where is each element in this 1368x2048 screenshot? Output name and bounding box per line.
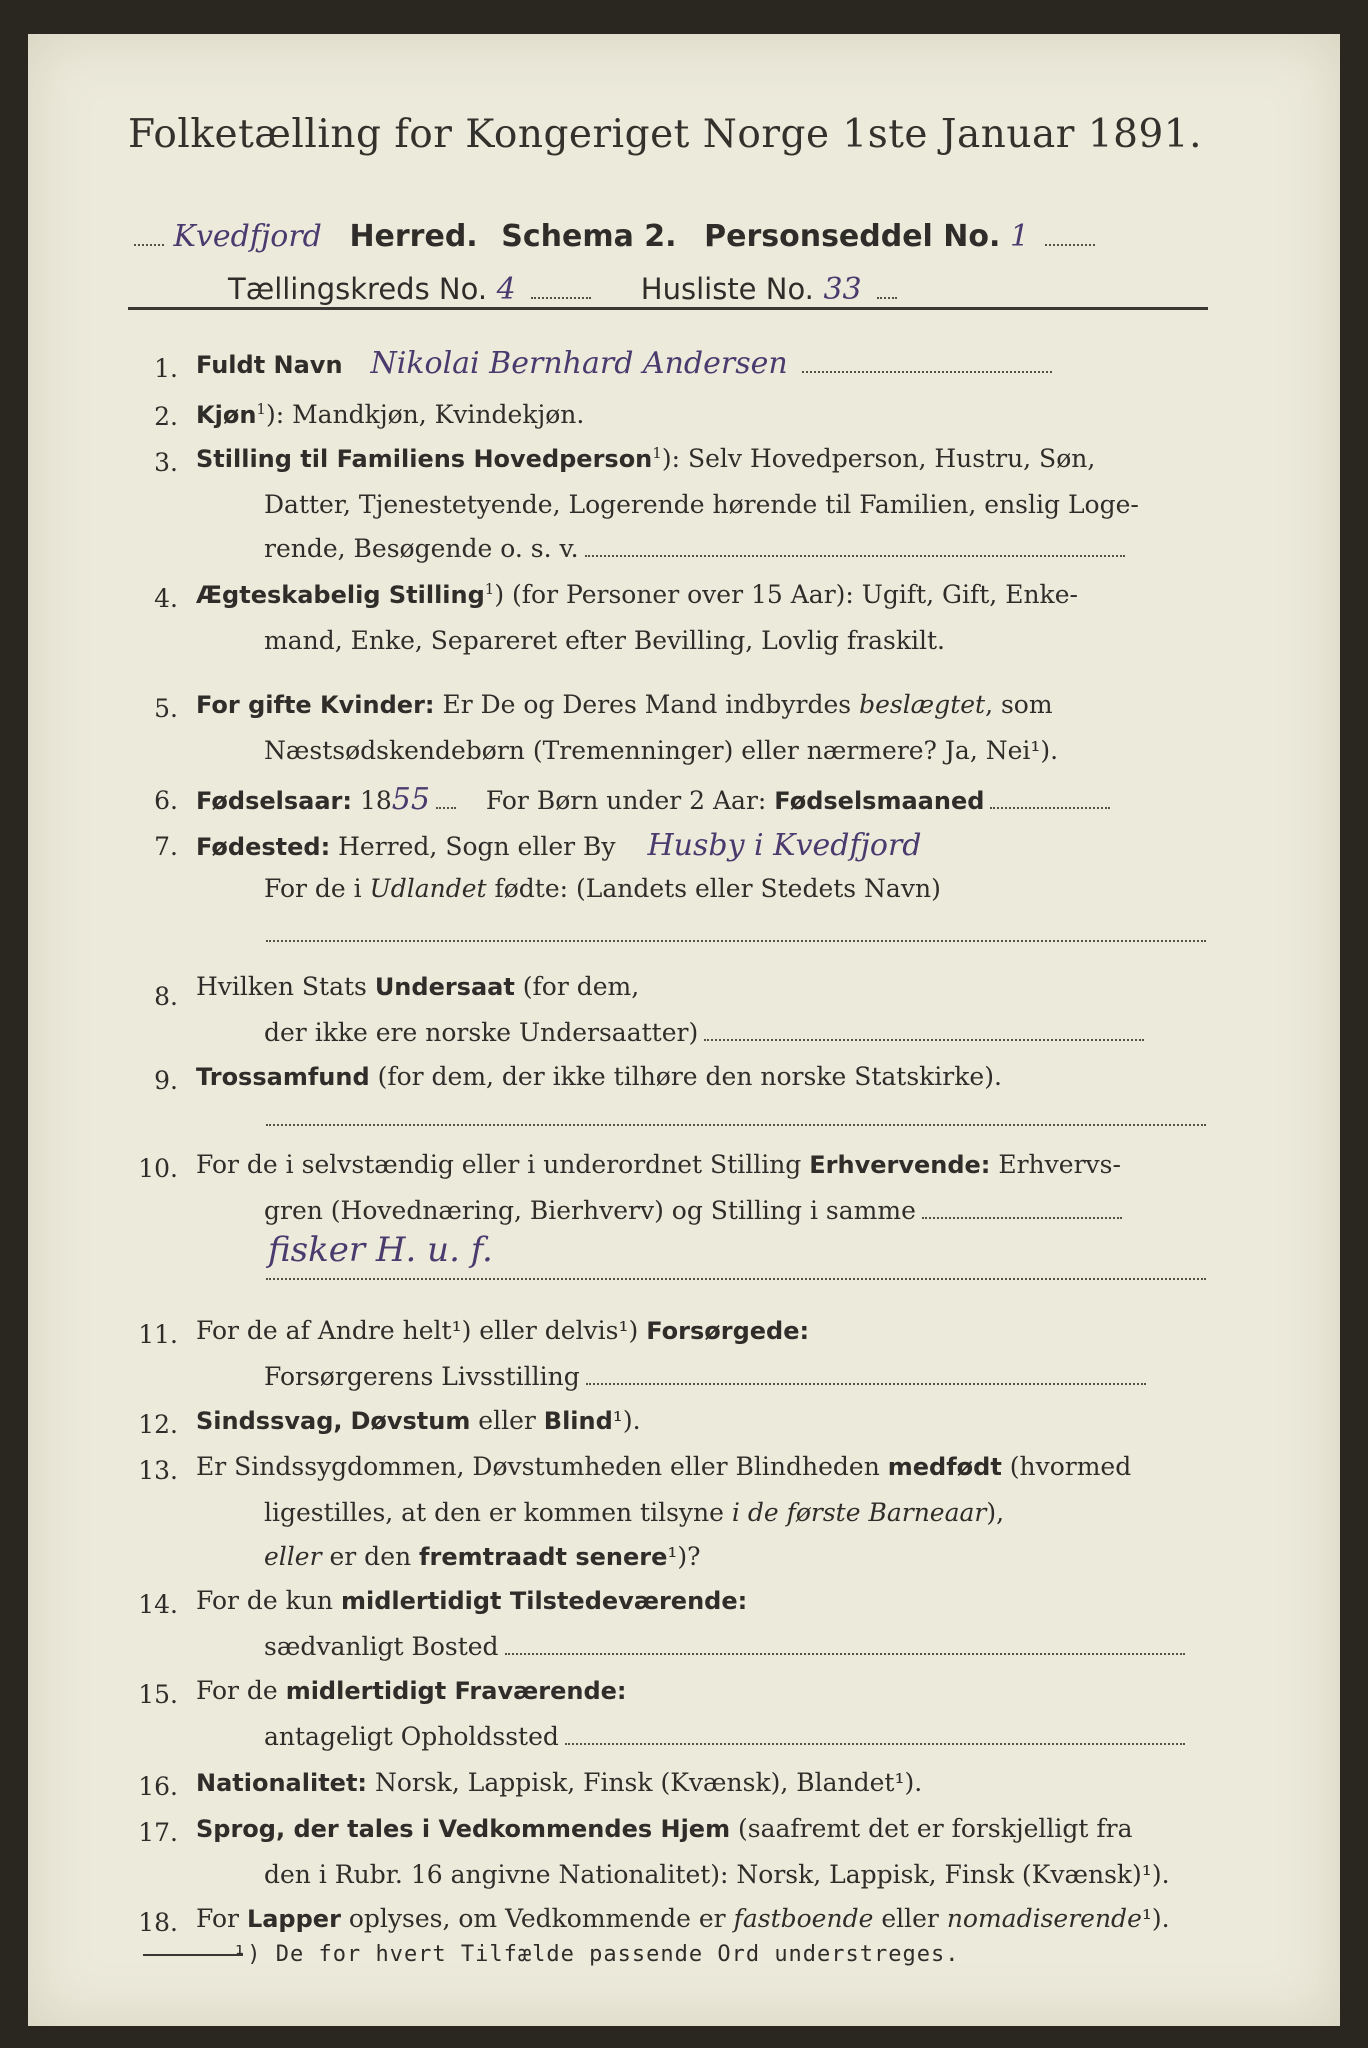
nationality-label: Nationalitet: (196, 1769, 368, 1797)
item-3-line3-text: rende, Besøgende o. s. v. (264, 534, 579, 563)
item-number: 16. (138, 1772, 178, 1801)
item-15-line2 (264, 1722, 1185, 1751)
item-6-birthyear (196, 782, 1110, 817)
item-10-occupation (196, 1150, 1121, 1179)
birthplace-text: Herred, Sogn eller By (330, 832, 616, 861)
birthmonth-label: Fødselsmaaned (774, 787, 985, 815)
dots (990, 805, 1110, 809)
item-number: 11. (138, 1320, 178, 1349)
later-label: fremtraadt senere (419, 1543, 668, 1571)
dots (531, 295, 591, 299)
under-two-text: For Børn under 2 Aar: (485, 786, 767, 815)
husliste-label: Husliste No. (640, 272, 814, 306)
item-3-position: Stilling til Familiens Hovedperson$^1$): Selv Hovedperson, Hustru, Søn, (196, 444, 1096, 473)
item-number: 13. (138, 1456, 178, 1485)
dots (922, 1215, 1122, 1219)
item-2-sex: Kjøn$^1$): Mandkjøn, Kvindekjøn. (196, 400, 585, 429)
item-7-birthplace (196, 828, 922, 863)
item-13-line2-text: ligestilles, at den er kommen tilsyne (264, 1498, 732, 1527)
birthyear-prefix: 18 (352, 786, 392, 815)
footnote-rule (143, 1954, 243, 1956)
item-number: 8. (154, 982, 178, 1011)
insane-label: Sindssvag, (196, 1407, 343, 1435)
blank-line (266, 1278, 1206, 1280)
item-number: 9. (154, 1066, 178, 1095)
header-line-kreds (228, 272, 897, 307)
nationality-options: Norsk, Lappisk, Finsk (Kvænsk), Blandet¹). (367, 1768, 923, 1797)
language-text: (saafremt det er forskjelligt fra (730, 1814, 1133, 1843)
item-8-line2-text: der ikke ere norske Undersaatter) (264, 1018, 699, 1047)
item-7-line2 (264, 874, 941, 903)
item-16-nationality (196, 1768, 922, 1797)
temp-absent-text: For de (196, 1676, 286, 1705)
birthyear-label: Fødselsaar: (196, 787, 352, 815)
congenital-text-end: (hvormed (1001, 1452, 1132, 1481)
item-5-line2: Næstsødskendebørn (Tremenninger) eller nærmere? Ja, Nei¹). (264, 736, 1059, 765)
item-number: 14. (138, 1590, 178, 1619)
usual-residence-text: sædvanligt Bosted (264, 1632, 499, 1661)
kreds-value: 4 (496, 272, 516, 307)
dots (802, 369, 1052, 373)
item-4-line2: mand, Enke, Separeret efter Bevilling, Lovlig fraskilt. (264, 626, 945, 655)
item-number: 2. (154, 402, 178, 431)
item-1-name (196, 346, 1052, 381)
item-8-subject (196, 972, 639, 1001)
item-13-line2-end: ), (986, 1498, 1005, 1527)
item-13-congenital (196, 1452, 1131, 1481)
item-number: 4. (154, 584, 178, 613)
subject-label: Undersaat (374, 973, 515, 1001)
item-18-end: ¹). (1141, 1904, 1170, 1933)
abroad-text: For de i (264, 874, 370, 903)
temp-absent-label: midlertidigt Fraværende: (285, 1677, 627, 1705)
or-word: eller (264, 1542, 322, 1571)
blank-line (266, 940, 1206, 942)
item-12-end: ¹). (612, 1406, 641, 1435)
dots (565, 1741, 1185, 1745)
congenital-text: Er Sindssygdommen, Døvstumheden eller Blindheden (196, 1452, 888, 1481)
position-label: Stilling til Familiens Hovedperson (196, 445, 653, 473)
full-name-value: Nikolai Bernhard Andersen (370, 346, 788, 381)
or-text: eller (470, 1406, 544, 1435)
religion-text: (for dem, der ikke tilhøre den norske Statskirke). (369, 1062, 1002, 1091)
temp-present-text: For de kun (196, 1586, 341, 1615)
schema-label: Schema 2. (501, 219, 677, 254)
item-9-religion (196, 1062, 1002, 1091)
item-15-temporary-absent (196, 1676, 627, 1705)
item-5-married-women (196, 690, 1053, 719)
kreds-label: Tællingskreds No. (228, 272, 488, 306)
lapps-text: For (196, 1904, 247, 1933)
item-number: 17. (138, 1818, 178, 1847)
item-number: 15. (138, 1680, 178, 1709)
supported-label: Forsørgede: (646, 1317, 810, 1345)
birthplace-value: Husby i Kvedfjord (647, 828, 922, 863)
header-rule (128, 307, 1208, 310)
marital-label: Ægteskabelig Stilling (196, 581, 485, 609)
occupation-text-end: Erhvervs- (990, 1150, 1121, 1179)
item-14-temporary-present (196, 1586, 747, 1615)
item-8-line2 (264, 1018, 1144, 1047)
lapps-text-2: oplyses, om Vedkommende er (340, 1904, 734, 1933)
married-women-label: For gifte Kvinder: (196, 691, 435, 719)
language-label: Sprog, der tales i Vedkommendes Hjem (196, 1815, 731, 1843)
dots (877, 295, 897, 299)
item-number: 18. (138, 1908, 178, 1937)
abroad-text-end: fødte: (Landets eller Stedets Navn) (486, 874, 941, 903)
header-line-herred (128, 219, 1095, 254)
item-17-line2: den i Rubr. 16 angivne Nationalitet): Norsk, Lappisk, Finsk (Kvænsk)¹). (264, 1860, 1170, 1889)
item-number: 1. (154, 354, 178, 383)
position-options: ): Selv Hovedperson, Hustru, Søn, (661, 444, 1096, 473)
dots (505, 1651, 1185, 1655)
herred-value: Kvedfjord (173, 219, 322, 254)
item-number: 12. (138, 1410, 178, 1439)
footnote: ¹) De for hvert Tilfælde passende Ord understreges. (233, 1942, 960, 1967)
item-13-line3 (264, 1542, 701, 1571)
childhood-years: i de første Barneaar (731, 1498, 987, 1527)
dots (436, 805, 456, 809)
item-11-line2 (264, 1362, 1146, 1391)
blank-line (266, 1124, 1206, 1126)
occupation-label: Erhvervende: (809, 1151, 991, 1179)
supported-text: For de af Andre helt¹) eller delvis¹) (196, 1316, 647, 1345)
item-number: 3. (154, 448, 178, 477)
settled-word: fastboende (733, 1904, 874, 1933)
nomadic-word: nomadiserende (946, 1904, 1142, 1933)
item-10-line2-text: gren (Hovednæring, Bierhverv) og Stilling i samme (264, 1196, 916, 1225)
subject-text-end: (for dem, (514, 972, 640, 1001)
lapps-label: Lapper (246, 1905, 341, 1933)
congenital-label: medfødt (887, 1453, 1002, 1481)
herred-label: Herred. (349, 219, 478, 254)
birthyear-value: 55 (391, 782, 430, 817)
item-11-line2-text: Forsørgerens Livsstilling (264, 1362, 580, 1391)
item-18-lapps (196, 1904, 1170, 1933)
form-title: Folketælling for Kongeriget Norge 1ste Januar 1891. (128, 112, 1202, 157)
item-11-supported (196, 1316, 809, 1345)
or-text-2: eller (873, 1904, 947, 1933)
personseddel-label: Personseddel No. (704, 219, 1001, 254)
birthplace-label: Fødested: (196, 833, 331, 861)
item-13-line2 (264, 1498, 1004, 1527)
item-number: 10. (138, 1154, 178, 1183)
item-14-line2 (264, 1632, 1185, 1661)
item-5-related: beslægtet (859, 690, 986, 719)
temp-present-label: midlertidigt Tilstedeværende: (340, 1587, 748, 1615)
item-12-disability (196, 1406, 641, 1435)
item-4-marital: Ægteskabelig Stilling$^1$) (for Personer over 15 Aar): Ugift, Gift, Enke- (196, 580, 1078, 609)
abroad-word: Udlandet (369, 874, 487, 903)
occupation-text: For de i selvstændig eller i underordnet Stilling (196, 1150, 810, 1179)
dots (585, 553, 1125, 557)
religion-label: Trossamfund (196, 1063, 370, 1091)
occupation-value: fisker H. u. f. (268, 1230, 493, 1270)
marital-options: ) (for Personer over 15 Aar): Ugift, Gift, Enke- (494, 580, 1078, 609)
husliste-value: 33 (823, 272, 862, 307)
item-5-text-end: , som (985, 690, 1053, 719)
item-number: 6. (154, 786, 178, 815)
item-17-language (196, 1814, 1133, 1843)
item-10-line2 (264, 1196, 1122, 1225)
dots (134, 242, 164, 246)
deafmute-label: Døvstum (350, 1407, 471, 1435)
item-13-line3-end: ¹)? (667, 1542, 701, 1571)
item-number: 7. (154, 832, 178, 861)
probable-residence-text: antageligt Opholdssted (264, 1722, 559, 1751)
item-3-line2: Datter, Tjenestetyende, Logerende hørende til Familien, enslig Loge- (264, 490, 1139, 519)
item-3-line3 (264, 534, 1125, 563)
census-form (28, 34, 1340, 2026)
dots (704, 1037, 1144, 1041)
full-name-label: Fuldt Navn (196, 351, 343, 379)
item-number: 5. (154, 694, 178, 723)
item-5-text: Er De og Deres Mand indbyrdes (434, 690, 860, 719)
personseddel-value: 1 (1009, 219, 1030, 254)
dots (586, 1381, 1146, 1385)
dots (1045, 242, 1095, 246)
sex-label: Kjøn (196, 401, 257, 429)
item-10-value-line (268, 1230, 493, 1270)
blind-label: Blind (543, 1407, 613, 1435)
item-13-line3-text: er den (321, 1542, 420, 1571)
sex-options: ): Mandkjøn, Kvindekjøn. (265, 400, 585, 429)
subject-text: Hvilken Stats (196, 972, 375, 1001)
